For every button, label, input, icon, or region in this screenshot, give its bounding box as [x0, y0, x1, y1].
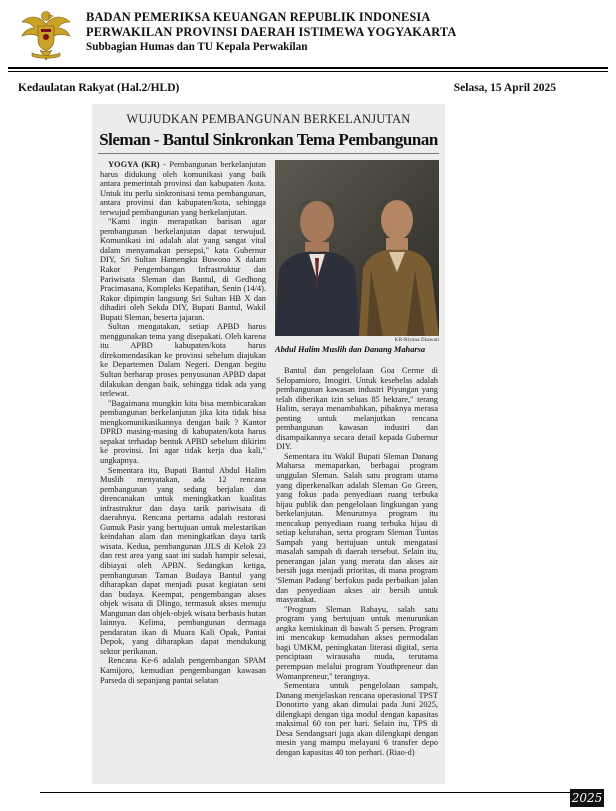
- newspaper-clipping: [92, 104, 445, 784]
- header-divider-thin: [8, 71, 608, 72]
- article-paragraph: [100, 656, 266, 685]
- article-headline: Sleman - Bantul Sinkronkan Tema Pembangunan: [99, 130, 438, 149]
- header-divider-thick: [8, 67, 608, 69]
- footer-rule: [40, 792, 576, 793]
- article-paragraph: [276, 605, 438, 681]
- article-paragraph: [276, 366, 438, 452]
- article-paragraph: [100, 466, 266, 657]
- source-label: Kedaulatan Rakyat (Hal.2/HLD): [18, 82, 180, 94]
- garuda-emblem-icon: [20, 6, 72, 62]
- article-column-left: [100, 160, 266, 685]
- article-paragraph-text: "Kami ingin merapatkan barisan agar pembangunan berkelanjutan dapat terwujud. Komunikasi ini adalah alat yang sangat vital dalam menyamakan persepsi," kata Gubernur DIY, Sri Sultan Hamengku Buwono X dalam Rakor Pengembangan Infrastruktur dan Pariwisata Sleman dan Bantul, di Gedhong Pracimasana, Kompleks Kepatihan, Senin (14/4). Rakor dipimpin langsung Sri Sultan HB X dan dihadiri oleh Sekda DIY, Bupati Bantul, Wakil Bupati Sleman, beserta jajaran.: [100, 217, 266, 322]
- article-paragraph-text: Sementara itu, Bupati Bantul Abdul Halim Muslih menyatakan, ada 12 rencana pembangunan yang sedang berjalan dan direncanakan untuk meningkatkan kualitas infrastruktur dan daya tarik pariwisata di daerahnya. Rencana pertama adalah restorasi Gumuk Pasir yang bertujuan untuk melestarikan keindahan alam dan meningkatkan daya tarik wisata. Kedua, pembangunan JJLS di Kelok 23 dan rest area yang saat ini sudah hampir selesai, dibiayai oleh APBN. Sedangkan ketiga, pembangunan Taman Budaya Bantul yang diharapkan dapat menjadi pusat kegiatan seni dan budaya. Keempat, pengembangan akses objek wisata di Dlingo, termasuk akses menuju Mangunan dan objek-objek wisata berbasis hutan lainnya. Kelima, pembangunan dermaga pendaratan ikan di Muara Kali Opak, Pantai Depok, yang diharapkan dapat mendukung sektor perikanan.: [100, 465, 266, 656]
- article-kicker: WUJUDKAN PEMBANGUNAN BERKELANJUTAN: [126, 112, 411, 126]
- headline-rule: [98, 153, 439, 154]
- article-paragraph-text: "Program Sleman Rahayu, salah satu program yang bertujuan untuk menurunkan angka kemiskinan di bawah 5 persen. Program ini mencakup kemudahan akses permodalan bagi UMKM, peningkatan literasi digital, serta penciptaan wirausaha muda, terutama perempuan melalui program Youthpreneur dan Womanpreneur," terangnya.: [276, 604, 438, 681]
- date-label: Selasa, 15 April 2025: [453, 82, 556, 94]
- article-paragraph-text: Sementara itu Wakil Bupati Sleman Danang Maharsa memaparkan, berbagai program unggulan Sleman. Salah satu program utama yang diperkenalkan adalah Sleman Go Green, yang fokus pada penyediaan ruang terbuka hijau publik dan pengelolaan lingkungan yang berkelanjutan. Menurutnya program itu mencakup penyediaan ruang terbuka hijau di setiap kelurahan, serta program Sleman Tuntas Sampah yang bertujuan untuk mengatasi masalah sampah di daerah tersebut. Selain itu, penerangan jalan yang merata dan akses air bersih juga menjadi prioritas, di mana program 'Sleman Padang' berfokus pada perbaikan jalan dan penyediaan akses air bersih untuk masyarakat.: [276, 451, 438, 605]
- article-paragraph-text: Sementara untuk pengelolaan sampah, Danang menjelaskan rencana operasional TPST Donotirto yang akan dimulai pada Juni 2025, dilengkapi dengan tiga modul dengan kapasitas maksimal 60 ton per hari. Selain itu, TPS di Desa Sendangsari juga akan dilengkapi dengan mesin yang mampu melayani 6 transfer depo dengan kapasitas 40 ton perhari. (Riao-d): [276, 681, 438, 757]
- article-paragraph: [276, 452, 438, 605]
- article-paragraph-text: Bantul dan pengelolaan Goa Cerme di Selopamioro, Imogiri. Untuk kesebelas adalah pembangunan kawasan industri Piyungan yang telah diberikan izin seluas 85 hektare," terang Halim, seraya menambahkan, pihaknya merasa penting untuk melanjutkan rencana pembangunan kawasan industri dan disampaikannya secara detail kepada Gubernur DIY.: [276, 366, 438, 452]
- article-paragraph: [100, 399, 266, 466]
- footer-year-badge: 2025: [571, 791, 603, 805]
- article-paragraph-text: Rencana Ke-6 adalah pengembangan SPAM Kamijoro, kemudian pengembangan kawasan Parseda di sepanjang pantai selatan: [100, 656, 266, 685]
- article-paragraph: [100, 217, 266, 322]
- photo-credit: KR-Riyana Ekawati: [394, 337, 439, 343]
- article-photo: [275, 160, 439, 336]
- article-paragraph: [276, 681, 438, 757]
- org-subdivision: Subbagian Humas dan TU Kepala Perwakilan: [86, 41, 308, 53]
- article-paragraph-text: Sultan mengatakan, setiap APBD harus menggunakan tema yang disepakati. Oleh karena itu APBD kabupaten/kota harus direkomendasikan ke provinsi sebelum diajukan ke Departemen Dalam Negeri. Dengan begitu Sultan berharap proses penyusunan APBD dapat dilakukan dengan baik, sehingga tidak ada yang terlewat.: [100, 322, 266, 399]
- article-paragraph: [100, 160, 266, 217]
- article-paragraph-text: - Pembangunan berkelanjutan harus didukung oleh komunikasi yang baik antara pemerintah provinsi dan kabupaten /kota. Untuk itu perlu sinkronisasi tema pembangunan, antara provinsi dan kabupaten/kota, sehingga terwujud pembangunan yang berkelanjutan.: [100, 160, 266, 217]
- article-paragraph-text: "Bagaimana mungkin kita bisa membicarakan pembangunan berkelanjutan jika kita tidak bisa mengkomunikasikannya dengan baik ? Kantor DPRD masing-masing di kabupaten/kota harus sepakat terhadap bentuk APBD sebelum dikirim ke provinsi. Ini agar tidak kerja dua kali," ungkapnya.: [100, 398, 266, 465]
- org-name-line1: BADAN PEMERIKSA KEUANGAN REPUBLIK INDONESIA: [86, 10, 431, 24]
- article-column-right: [276, 366, 438, 757]
- organization-header: [86, 10, 606, 55]
- photo-caption: Abdul Halim Muslih dan Danang Maharsa: [275, 345, 426, 354]
- article-paragraph: [100, 322, 266, 398]
- org-name-line2: PERWAKILAN PROVINSI DAERAH ISTIMEWA YOGYAKARTA: [86, 25, 457, 39]
- article-dateline: YOGYA (KR): [108, 160, 160, 169]
